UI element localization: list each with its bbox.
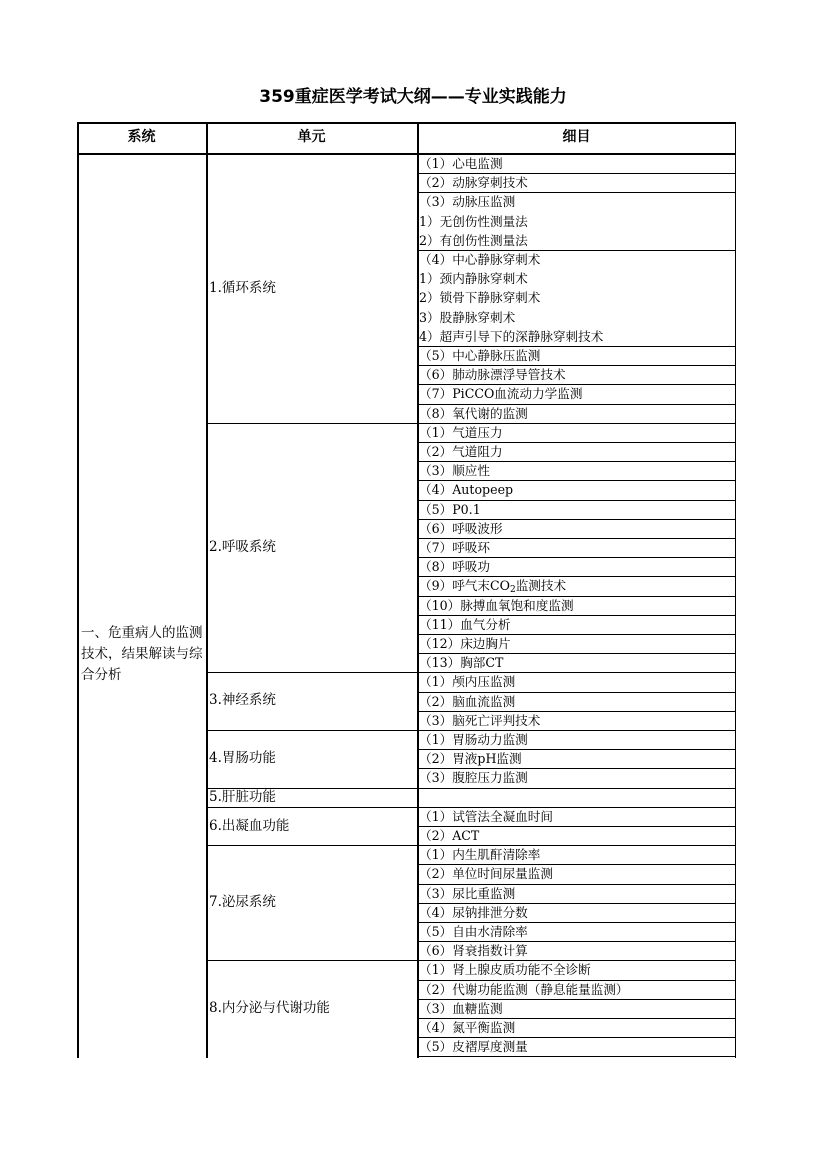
detail-text: （3）尿比重监测	[419, 885, 516, 901]
table-border-right	[735, 122, 737, 1058]
unit-label: 6.出凝血功能	[209, 817, 290, 834]
detail-text: （10）脉搏血氧饱和度监测	[419, 597, 574, 613]
detail-text: （13）胸部CT	[419, 655, 504, 671]
detail-text: （3）血糖监测	[419, 1000, 503, 1016]
detail-text: 1）无创伤性测量法	[419, 213, 528, 229]
detail-text: （6）肺动脉漂浮导管技术	[419, 367, 566, 383]
detail-text: （6）呼吸波形	[419, 520, 503, 536]
table-border-top	[77, 122, 736, 124]
detail-text: 4）超声引导下的深静脉穿刺技术	[419, 328, 604, 344]
detail-text: （2）气道阻力	[419, 444, 503, 459]
detail-text: （2）脑血流监测	[419, 693, 516, 709]
detail-text: （5）自由水清除率	[419, 924, 528, 939]
header-detail: 细目	[562, 129, 591, 145]
detail-text: （3）脑死亡评判技术	[419, 712, 541, 728]
detail-text: （2）代谢功能监测（静息能量监测）	[419, 981, 629, 997]
detail-text: （1）气道压力	[419, 424, 503, 440]
detail-text: （1）颅内压监测	[419, 674, 516, 690]
unit-label: 4.胃肠功能	[209, 750, 276, 766]
unit-label: 5.肝脏功能	[209, 788, 276, 805]
detail-text: （5）皮褶厚度测量	[419, 1039, 528, 1055]
detail-row-divider	[417, 1056, 736, 1057]
detail-text: （12）床边胸片	[419, 636, 511, 651]
detail-text: （2）ACT	[419, 828, 480, 843]
detail-text: （7）呼吸环	[419, 540, 490, 555]
unit-row-divider	[206, 788, 736, 789]
detail-text: 3）股静脉穿刺术	[419, 309, 516, 325]
detail-text: （5）P0.1	[419, 501, 481, 517]
unit-label: 2.呼吸系统	[209, 538, 276, 555]
detail-text: （8）氧代谢的监测	[419, 405, 528, 421]
unit-label: 7.泌尿系统	[209, 894, 276, 911]
detail-text: 2）锁骨下静脉穿刺术	[419, 290, 541, 306]
detail-text: （4）中心静脉穿刺术	[419, 252, 541, 267]
detail-text: （6）肾衰指数计算	[419, 943, 528, 959]
detail-text: （1）心电监测	[419, 156, 503, 171]
detail-text: （7）PiCCO血流动力学监测	[419, 386, 583, 402]
detail-text: （1）内生肌酐清除率	[419, 847, 541, 863]
detail-text: （8）呼吸功	[419, 559, 490, 575]
header-bottom-border	[77, 153, 736, 155]
unit-label: 8.内分泌与代谢功能	[209, 1000, 330, 1017]
detail-text: 2）有创伤性测量法	[419, 232, 528, 248]
detail-text: （9）呼气末$CO_2$监测技术	[419, 578, 567, 596]
detail-text: （1）胃肠动力监测	[419, 732, 528, 747]
detail-text: （3）顺应性	[419, 463, 490, 479]
page-title: 359重症医学考试大纲——专业实践能力	[259, 87, 567, 107]
table-border-left	[77, 122, 79, 1058]
unit-label: 1.循环系统	[209, 280, 276, 296]
syllabus-table	[77, 122, 736, 1058]
detail-text: （1）试管法全凝血时间	[419, 808, 553, 824]
detail-text: （2）动脉穿刺技术	[419, 175, 528, 191]
detail-text: （4）氮平衡监测	[419, 1020, 516, 1035]
header-unit: 单元	[297, 129, 326, 145]
detail-text: （3）腹腔压力监测	[419, 770, 528, 786]
detail-text: （4）Autopeep	[419, 482, 514, 498]
column-divider-system	[206, 122, 208, 1058]
system-label: 一、危重病人的监测技术，结果解读与综合分析	[81, 625, 203, 683]
detail-text: （11）血气分析	[419, 616, 511, 632]
detail-text: （1）肾上腺皮质功能不全诊断	[419, 962, 591, 978]
detail-text: （2）单位时间尿量监测	[419, 866, 553, 882]
detail-text: （3）动脉压监测	[419, 194, 516, 210]
unit-label: 3.神经系统	[209, 692, 276, 709]
detail-text: （4）尿钠排泄分数	[419, 904, 528, 920]
detail-text: （5）中心静脉压监测	[419, 348, 541, 363]
detail-text: 1）颈内静脉穿刺术	[419, 271, 528, 287]
detail-text: （2）胃液pH监测	[419, 751, 522, 767]
header-system: 系统	[127, 129, 156, 145]
